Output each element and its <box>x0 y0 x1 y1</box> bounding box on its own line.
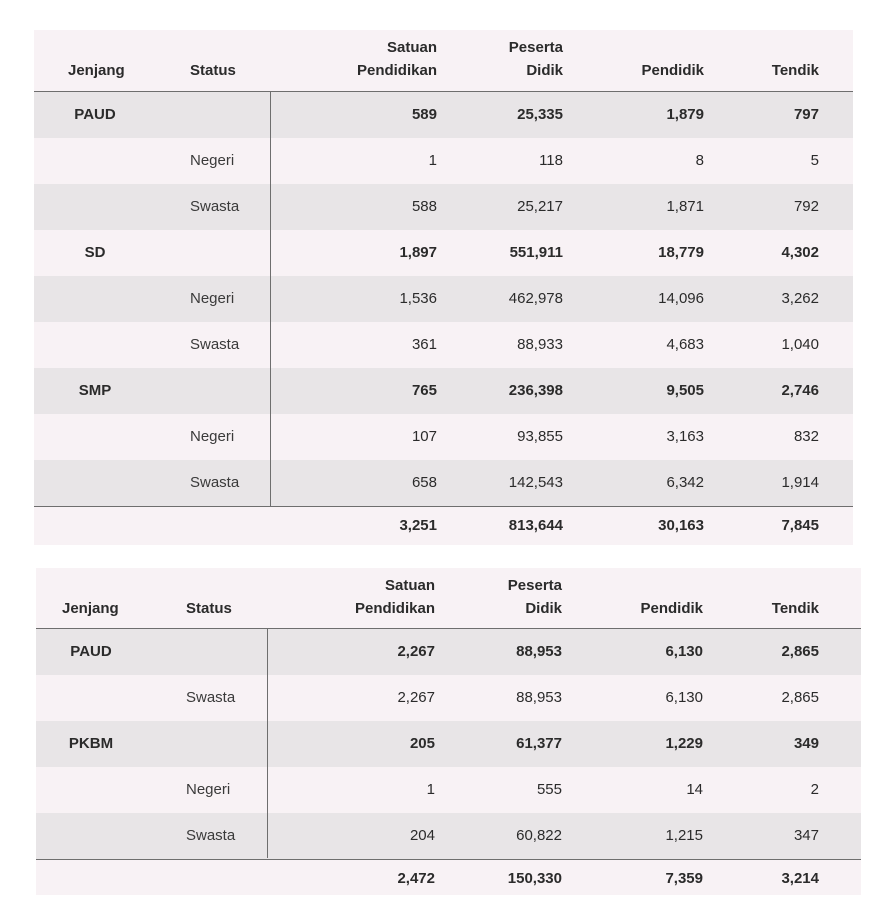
cell-peserta-didik: 25,217 <box>517 198 563 215</box>
cell-peserta-didik: 118 <box>539 152 563 169</box>
cell-pendidik: 9,505 <box>666 382 704 399</box>
cell-jenjang: PKBM <box>68 735 114 752</box>
cell-jenjang: PAUD <box>70 643 112 660</box>
cell-tendik: 2,746 <box>781 382 819 399</box>
cell-satuan-pendidikan: 2,267 <box>397 689 435 706</box>
header-peserta-didik <box>508 574 562 620</box>
total-tendik: 3,214 <box>781 870 819 887</box>
header-satuan-line2: Pendidikan <box>354 600 435 617</box>
cell-status: Swasta <box>190 336 240 353</box>
cell-pendidik: 1,229 <box>665 735 703 752</box>
table-header <box>36 568 861 629</box>
cell-satuan-pendidikan: 1,536 <box>399 290 437 307</box>
header-peserta-line2: Didik <box>525 600 562 617</box>
cell-satuan-pendidikan: 1 <box>426 781 435 798</box>
column-divider <box>270 92 271 506</box>
header-peserta-line1: Peserta <box>507 577 562 594</box>
cell-tendik: 5 <box>810 152 819 169</box>
cell-peserta-didik: 60,822 <box>516 827 562 844</box>
cell-peserta-didik: 88,933 <box>517 336 563 353</box>
cell-satuan-pendidikan: 107 <box>411 428 437 445</box>
table-row <box>36 813 861 859</box>
table-2 <box>36 568 861 895</box>
cell-satuan-pendidikan: 361 <box>411 336 437 353</box>
cell-satuan-pendidikan: 204 <box>409 827 435 844</box>
cell-satuan-pendidikan: 589 <box>411 106 437 123</box>
cell-tendik: 347 <box>793 827 819 844</box>
cell-pendidik: 6,130 <box>665 643 703 660</box>
header-satuan-line2: Pendidikan <box>356 62 437 79</box>
table-row <box>34 368 853 414</box>
cell-tendik: 4,302 <box>781 244 819 261</box>
cell-peserta-didik: 88,953 <box>516 689 562 706</box>
cell-pendidik: 6,130 <box>665 689 703 706</box>
cell-satuan-pendidikan: 205 <box>409 735 435 752</box>
cell-jenjang: SD <box>84 244 106 261</box>
header-satuan-pendidikan <box>357 36 437 82</box>
column-divider <box>267 629 268 858</box>
header-tendik: Tendik <box>771 62 819 79</box>
cell-pendidik: 14,096 <box>658 290 704 307</box>
cell-tendik: 2 <box>810 781 819 798</box>
cell-tendik: 792 <box>793 198 819 215</box>
cell-pendidik: 1,879 <box>666 106 704 123</box>
cell-tendik: 349 <box>793 735 819 752</box>
cell-peserta-didik: 25,335 <box>517 106 563 123</box>
table-row <box>34 322 853 368</box>
table-header <box>34 30 853 91</box>
table-row <box>34 138 853 184</box>
cell-peserta-didik: 236,398 <box>508 382 563 399</box>
cell-jenjang: PAUD <box>74 106 116 123</box>
table-row <box>34 230 853 276</box>
header-satuan-line1: Satuan <box>384 577 435 594</box>
cell-satuan-pendidikan: 588 <box>411 198 437 215</box>
table-row <box>34 414 853 460</box>
table-row <box>34 276 853 322</box>
cell-pendidik: 14 <box>686 781 703 798</box>
cell-satuan-pendidikan: 1 <box>428 152 437 169</box>
cell-jenjang <box>51 813 131 859</box>
cell-tendik: 797 <box>793 106 819 123</box>
cell-pendidik: 18,779 <box>658 244 704 261</box>
cell-status: Negeri <box>186 781 231 798</box>
total-peserta-didik: 150,330 <box>507 870 562 887</box>
cell-jenjang <box>55 460 135 506</box>
cell-pendidik: 8 <box>695 152 704 169</box>
cell-peserta-didik: 142,543 <box>508 474 563 491</box>
cell-peserta-didik: 88,953 <box>516 643 562 660</box>
total-pendidik: 7,359 <box>665 870 703 887</box>
header-pendidik: Pendidik <box>640 600 703 617</box>
cell-pendidik: 3,163 <box>666 428 704 445</box>
cell-jenjang <box>55 184 135 230</box>
total-tendik: 7,845 <box>781 517 819 534</box>
cell-status: Swasta <box>186 827 236 844</box>
header-jenjang: Jenjang <box>68 62 125 79</box>
cell-jenjang <box>55 322 135 368</box>
cell-peserta-didik: 61,377 <box>516 735 562 752</box>
header-pendidik: Pendidik <box>641 62 704 79</box>
cell-pendidik: 1,215 <box>665 827 703 844</box>
table-row <box>36 629 861 675</box>
cell-tendik: 832 <box>793 428 819 445</box>
header-status: Status <box>190 62 236 79</box>
cell-satuan-pendidikan: 2,267 <box>397 643 435 660</box>
cell-tendik: 1,914 <box>781 474 819 491</box>
cell-jenjang <box>55 276 135 322</box>
cell-tendik: 2,865 <box>781 643 819 660</box>
cell-peserta-didik: 555 <box>536 781 562 798</box>
header-peserta-line2: Didik <box>526 62 563 79</box>
cell-jenjang <box>55 138 135 184</box>
cell-satuan-pendidikan: 658 <box>411 474 437 491</box>
cell-status: Swasta <box>190 198 240 215</box>
cell-peserta-didik: 551,911 <box>509 244 563 261</box>
header-peserta-line1: Peserta <box>508 39 563 56</box>
cell-peserta-didik: 93,855 <box>517 428 563 445</box>
cell-pendidik: 4,683 <box>666 336 704 353</box>
total-pendidik: 30,163 <box>658 517 704 534</box>
table-row <box>36 721 861 767</box>
cell-satuan-pendidikan: 1,897 <box>399 244 437 261</box>
cell-jenjang <box>55 414 135 460</box>
cell-satuan-pendidikan: 765 <box>411 382 437 399</box>
cell-tendik: 1,040 <box>781 336 819 353</box>
header-status: Status <box>186 600 232 617</box>
cell-status: Negeri <box>190 152 235 169</box>
table-row <box>34 92 853 138</box>
table-row <box>34 460 853 506</box>
cell-status: Negeri <box>190 290 235 307</box>
cell-pendidik: 1,871 <box>666 198 704 215</box>
cell-tendik: 2,865 <box>781 689 819 706</box>
header-jenjang: Jenjang <box>62 600 119 617</box>
total-satuan-pendidikan: 2,472 <box>397 870 435 887</box>
table-1 <box>34 30 853 545</box>
cell-pendidik: 6,342 <box>666 474 704 491</box>
cell-status: Swasta <box>190 474 240 491</box>
header-satuan-line1: Satuan <box>386 39 437 56</box>
header-tendik: Tendik <box>771 600 819 617</box>
cell-jenjang <box>51 767 131 813</box>
cell-peserta-didik: 462,978 <box>508 290 563 307</box>
cell-jenjang: SMP <box>78 382 112 399</box>
total-row <box>36 860 861 897</box>
cell-tendik: 3,262 <box>781 290 819 307</box>
total-row <box>34 507 853 545</box>
header-satuan-pendidikan <box>355 574 435 620</box>
table-row <box>34 184 853 230</box>
header-peserta-didik <box>509 36 563 82</box>
total-satuan-pendidikan: 3,251 <box>399 517 437 534</box>
cell-status: Negeri <box>190 428 235 445</box>
cell-jenjang <box>51 675 131 721</box>
table-row <box>36 675 861 721</box>
total-peserta-didik: 813,644 <box>508 517 563 534</box>
table-row <box>36 767 861 813</box>
cell-status: Swasta <box>186 689 236 706</box>
